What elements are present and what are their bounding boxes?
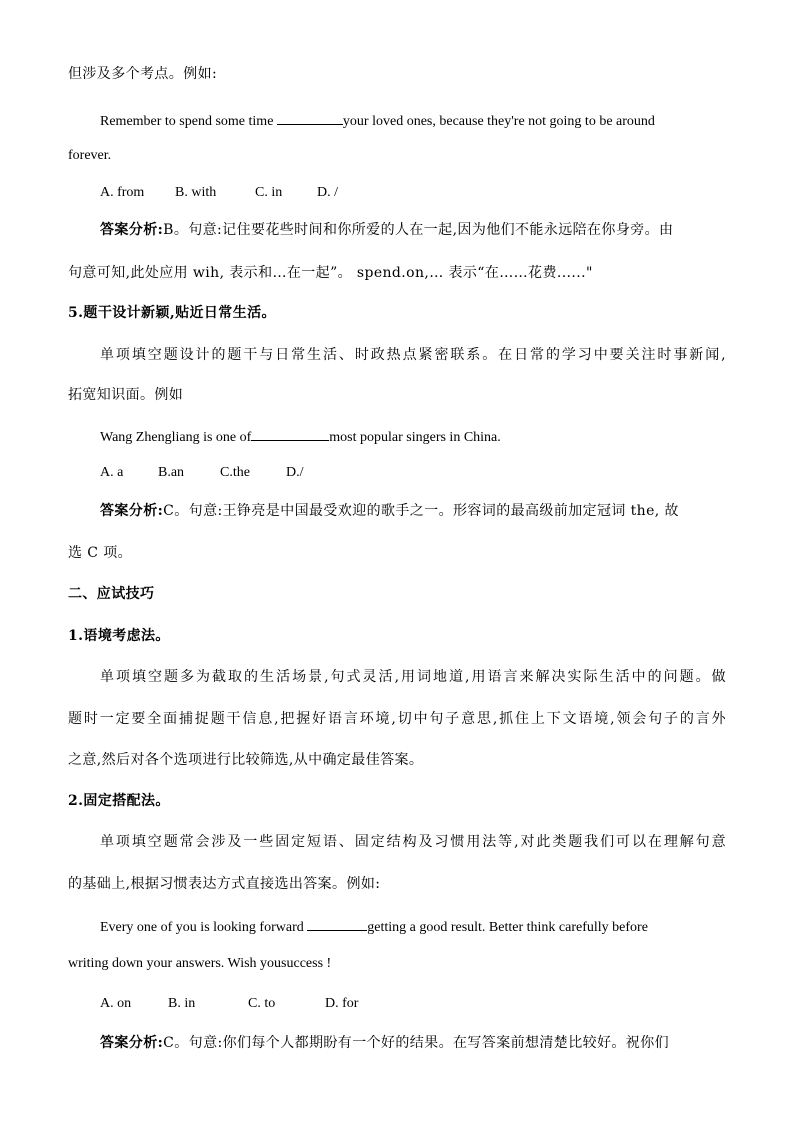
section-heading: 1.语境考虑法。 [68, 628, 170, 644]
options-row [100, 994, 358, 1014]
question-text: Every one of you is looking forward [100, 920, 308, 935]
section-title: 二、应试技巧 [68, 586, 155, 602]
answer-blank [307, 916, 367, 931]
option: B. in [168, 996, 196, 1011]
option: C.the [220, 465, 250, 480]
paragraph-line: 题时一定要全面捕捉题干信息,把握好语言环境,切中句子意思,抓住上下文语境,领会句子的言外 [68, 711, 726, 727]
option: C. in [255, 185, 283, 200]
answer-text: 句意可知,此处应用 wih, 表示和…在一起”。 spend.on,… 表示“在……花费......" [68, 265, 593, 281]
answer-analysis [100, 501, 679, 521]
answer-analysis [100, 220, 673, 240]
text-line: 但涉及多个考点。例如: [68, 66, 218, 82]
options-row [100, 183, 338, 203]
paragraph-line: 拓宽知识面。例如 [68, 387, 184, 403]
answer-blank [251, 426, 329, 441]
question-3 [100, 916, 648, 938]
answer-text: C。句意:王铮亮是中国最受欢迎的歌手之一。形容词的最高级前加定冠词 the, 故 [163, 503, 679, 519]
question-text: writing down your answers. Wish yousuccess ! [68, 956, 332, 971]
option: D. for [325, 996, 359, 1011]
answer-label: 答案分析: [100, 222, 164, 238]
question-text: Wang Zhengliang is one of [100, 430, 252, 445]
answer-text: 选 C 项。 [68, 545, 133, 561]
option: C. to [248, 996, 276, 1011]
answer-text: B。句意:记住要花些时间和你所爱的人在一起,因为他们不能永远陪在你身旁。由 [163, 222, 674, 238]
question-1 [100, 110, 655, 132]
question-text: Remember to spend some time [100, 114, 277, 129]
question-text: forever. [68, 148, 112, 163]
option: B. with [175, 185, 217, 200]
options-row [100, 463, 304, 483]
section-heading: 5.题干设计新颖,贴近日常生活。 [68, 305, 276, 321]
paragraph-line: 单项填空题设计的题干与日常生活、时政热点紧密联系。在日常的学习中要关注时事新闻, [100, 347, 726, 363]
option: A. from [100, 185, 145, 200]
answer-analysis [100, 1033, 669, 1053]
paragraph-line: 单项填空题多为截取的生活场景,句式灵活,用词地道,用语言来解决实际生活中的问题。做 [100, 669, 726, 685]
option: D. / [317, 185, 338, 200]
paragraph-line: 之意,然后对各个选项进行比较筛选,从中确定最佳答案。 [68, 752, 424, 768]
question-text: getting a good result. Better think carefully before [367, 920, 648, 935]
paragraph-line: 的基础上,根据习惯表达方式直接选出答案。例如: [68, 876, 381, 892]
option: B.an [158, 465, 185, 480]
answer-blank [277, 110, 343, 125]
section-heading: 2.固定搭配法。 [68, 793, 170, 809]
question-2 [100, 426, 501, 448]
answer-label: 答案分析: [100, 1035, 164, 1051]
answer-text: C。句意:你们每个人都期盼有一个好的结果。在写答案前想清楚比较好。祝你们 [163, 1035, 669, 1051]
question-text: your loved ones, because they're not going to be around [342, 114, 655, 129]
option: A. a [100, 465, 124, 480]
answer-label: 答案分析: [100, 503, 164, 519]
option: A. on [100, 996, 132, 1011]
question-text: most popular singers in China. [329, 430, 501, 445]
option: D./ [286, 465, 304, 480]
paragraph-line: 单项填空题常会涉及一些固定短语、固定结构及习惯用法等,对此类题我们可以在理解句意 [100, 834, 726, 850]
